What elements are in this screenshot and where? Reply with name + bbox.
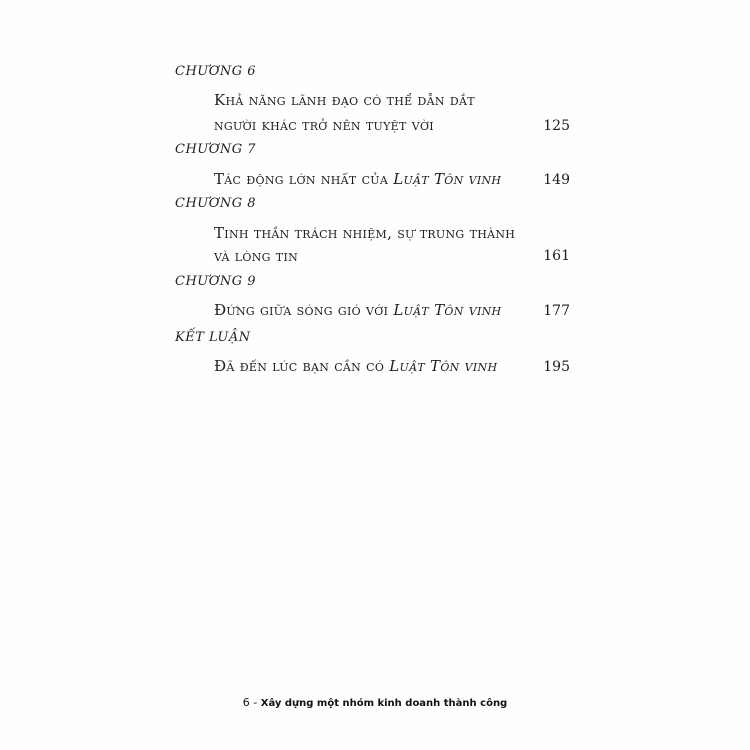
page-footer [0,696,750,709]
conclusion-title [214,357,497,375]
chapter-8-title-line-1: Tinh thần trách nhiệm, sự trung thành [214,224,516,242]
chapter-6-page-number: 125 [543,118,570,134]
chapter-8-page-number: 161 [543,248,570,264]
chapter-9-label: CHƯƠNG 9 [175,274,257,289]
footer-book-title: Xây dựng một nhóm kinh doanh thành công [260,698,508,709]
chapter-7-title-text: Tác động lớn nhất của [214,170,394,188]
footer-separator: - [249,696,261,709]
chapter-9-title-text: Đứng giữa sóng gió với [214,301,394,319]
chapter-8-label: CHƯƠNG 8 [175,196,257,211]
chapter-6-label: CHƯƠNG 6 [175,64,257,79]
chapter-7-page-number: 149 [543,172,570,188]
conclusion-label: KẾT LUẬN [175,330,251,345]
chapter-7-title-italic: Luật Tôn vinh [393,170,502,188]
footer-page-number: 6 [242,696,250,709]
chapter-7-label: CHƯƠNG 7 [175,142,257,157]
conclusion-title-italic: Luật Tôn vinh [389,357,498,375]
chapter-7-title [214,170,501,188]
conclusion-title-text: Đã đến lúc bạn cần có [214,357,390,375]
chapter-8-title-line-2: và lòng tin [214,247,299,265]
chapter-9-title-italic: Luật Tôn vinh [393,301,502,319]
chapter-6-title-line-1: Khả năng lãnh đạo có thể dẫn dắt [214,91,475,109]
conclusion-page-number: 195 [543,359,570,375]
chapter-6-title-line-2: người khác trở nên tuyệt vời [214,116,434,134]
chapter-9-page-number: 177 [543,303,570,319]
chapter-9-title [214,301,501,319]
